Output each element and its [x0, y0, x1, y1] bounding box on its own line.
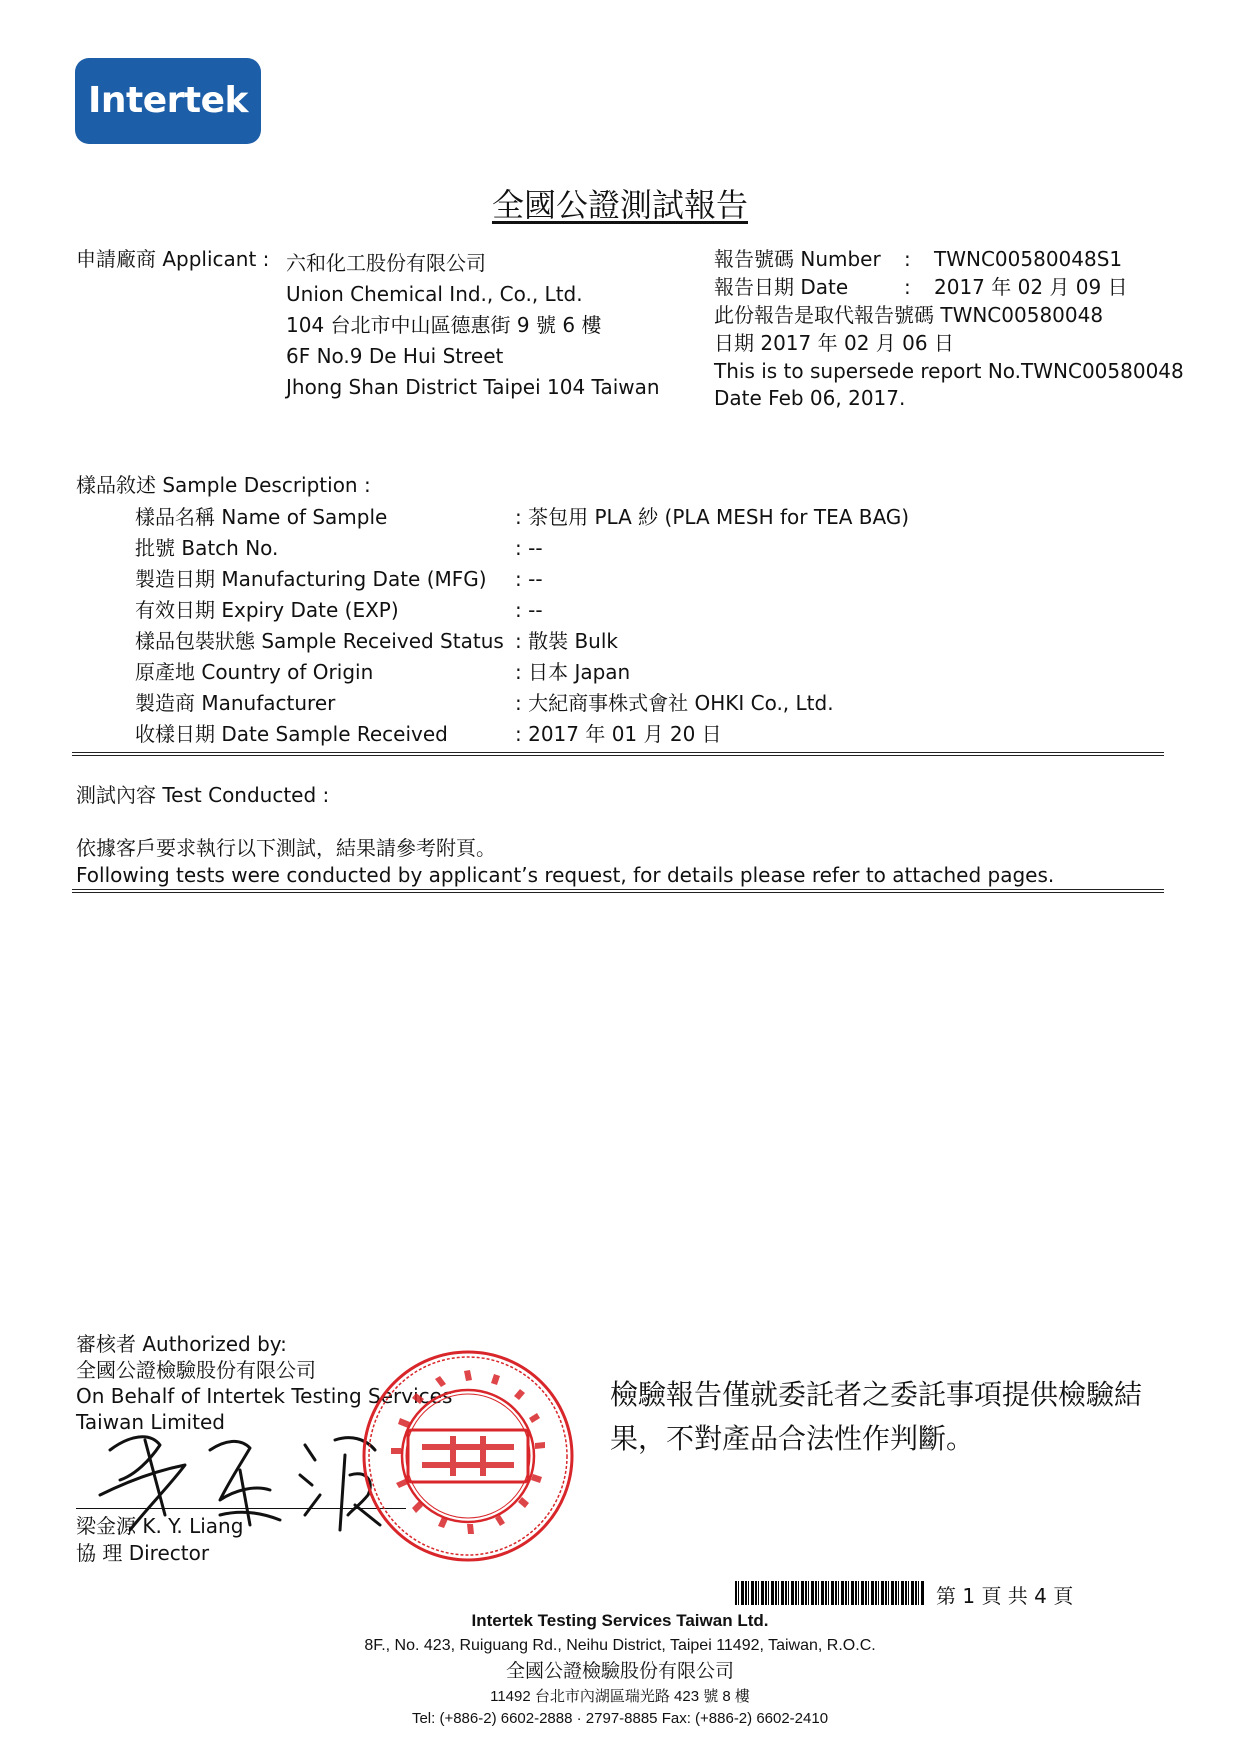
sample-row-value: : 日本 Japan	[515, 660, 631, 684]
sample-row-value: : 大紀商事株式會社 OHKI Co., Ltd.	[515, 691, 834, 715]
sample-row-label: 有效日期 Expiry Date (EXP)	[135, 598, 399, 622]
sample-row-value: : --	[515, 536, 543, 560]
logo-text: Intertek	[88, 80, 248, 121]
sample-heading: 樣品敘述 Sample Description :	[76, 473, 371, 497]
authorized-name: 梁金源 K. Y. Liang	[76, 1514, 244, 1538]
sample-row-label: 製造日期 Manufacturing Date (MFG)	[135, 567, 487, 591]
authorized-company-en-1: On Behalf of Intertek Testing Services	[76, 1384, 453, 1408]
sample-row-value: : --	[515, 598, 543, 622]
company-seal-stamp	[360, 1348, 576, 1564]
authorized-label: 審核者 Authorized by:	[76, 1332, 287, 1356]
report-number-sep: :	[904, 247, 911, 271]
sample-row-value: : --	[515, 567, 543, 591]
report-date-value: 2017 年 02 月 09 日	[934, 275, 1128, 299]
sample-row-label: 批號 Batch No.	[135, 536, 279, 560]
supersede-line-3: This is to supersede report No.TWNC00580048	[714, 359, 1184, 383]
supersede-line-1: 此份報告是取代報告號碼 TWNC00580048	[714, 303, 1104, 327]
sample-row-value: : 茶包用 PLA 紗 (PLA MESH for TEA BAG)	[515, 505, 910, 529]
sample-row-label: 製造商 Manufacturer	[135, 691, 336, 715]
supersede-line-4: Date Feb 06, 2017.	[714, 386, 906, 410]
section-divider-2	[72, 889, 1164, 893]
applicant-line-4: 6F No.9 De Hui Street	[286, 344, 504, 368]
applicant-label: 申請廠商 Applicant :	[76, 247, 270, 271]
signature-line	[76, 1508, 406, 1509]
footer-address-en: 8F., No. 423, Ruiguang Rd., Neihu District, Taipei 11492, Taiwan, R.O.C.	[364, 1637, 876, 1654]
report-number-value: TWNC00580048S1	[934, 247, 1123, 271]
footer-contact: Tel: (+886-2) 6602-2888 · 2797-8885 Fax: (+886-2) 6602-2410	[411, 1710, 829, 1727]
report-title-text: 全國公證測試報告	[491, 186, 748, 224]
sample-row-label: 收樣日期 Date Sample Received	[135, 722, 448, 746]
applicant-line-3: 104 台北市中山區德惠街 9 號 6 樓	[286, 313, 602, 337]
footer-address-zh: 11492 台北市內湖區瑞光路 423 號 8 樓	[490, 1688, 750, 1705]
authorized-company-en-2: Taiwan Limited	[76, 1410, 225, 1434]
legal-notice: 檢驗報告僅就委託者之委託事項提供檢驗結果，不對產品合法性作判斷。	[610, 1378, 1143, 1455]
barcode	[735, 1581, 925, 1605]
report-title	[0, 180, 1240, 226]
test-line-zh: 依據客戶要求執行以下測試，結果請參考附頁。	[76, 836, 496, 860]
test-line-en: Following tests were conducted by applicant’s request, for details please refer to attached pages.	[76, 863, 1055, 887]
authorized-company-zh: 全國公證檢驗股份有限公司	[76, 1358, 316, 1382]
report-number-label: 報告號碼 Number	[714, 247, 881, 271]
applicant-line-1: 六和化工股份有限公司	[286, 251, 486, 275]
sample-row-value: : 2017 年 01 月 20 日	[515, 722, 722, 746]
authorized-position: 協 理 Director	[76, 1541, 210, 1565]
section-divider-1	[72, 752, 1164, 756]
applicant-line-2: Union Chemical Ind., Co., Ltd.	[286, 282, 583, 306]
intertek-logo	[75, 58, 261, 144]
footer-company-en: Intertek Testing Services Taiwan Ltd.	[471, 1611, 769, 1630]
report-date-label: 報告日期 Date	[714, 275, 849, 299]
applicant-line-5: Jhong Shan District Taipei 104 Taiwan	[286, 375, 660, 399]
sample-row-label: 樣品包裝狀態 Sample Received Status	[135, 629, 504, 653]
page-info: 第 1 頁 共 4 頁	[936, 1584, 1074, 1608]
report-date-sep: :	[904, 275, 911, 299]
sample-row-label: 樣品名稱 Name of Sample	[135, 505, 388, 529]
footer-company-zh: 全國公證檢驗股份有限公司	[505, 1661, 734, 1682]
test-heading: 測試內容 Test Conducted :	[76, 783, 330, 807]
sample-row-label: 原產地 Country of Origin	[135, 660, 374, 684]
supersede-line-2: 日期 2017 年 02 月 06 日	[714, 331, 954, 355]
sample-row-value: : 散裝 Bulk	[515, 629, 618, 653]
